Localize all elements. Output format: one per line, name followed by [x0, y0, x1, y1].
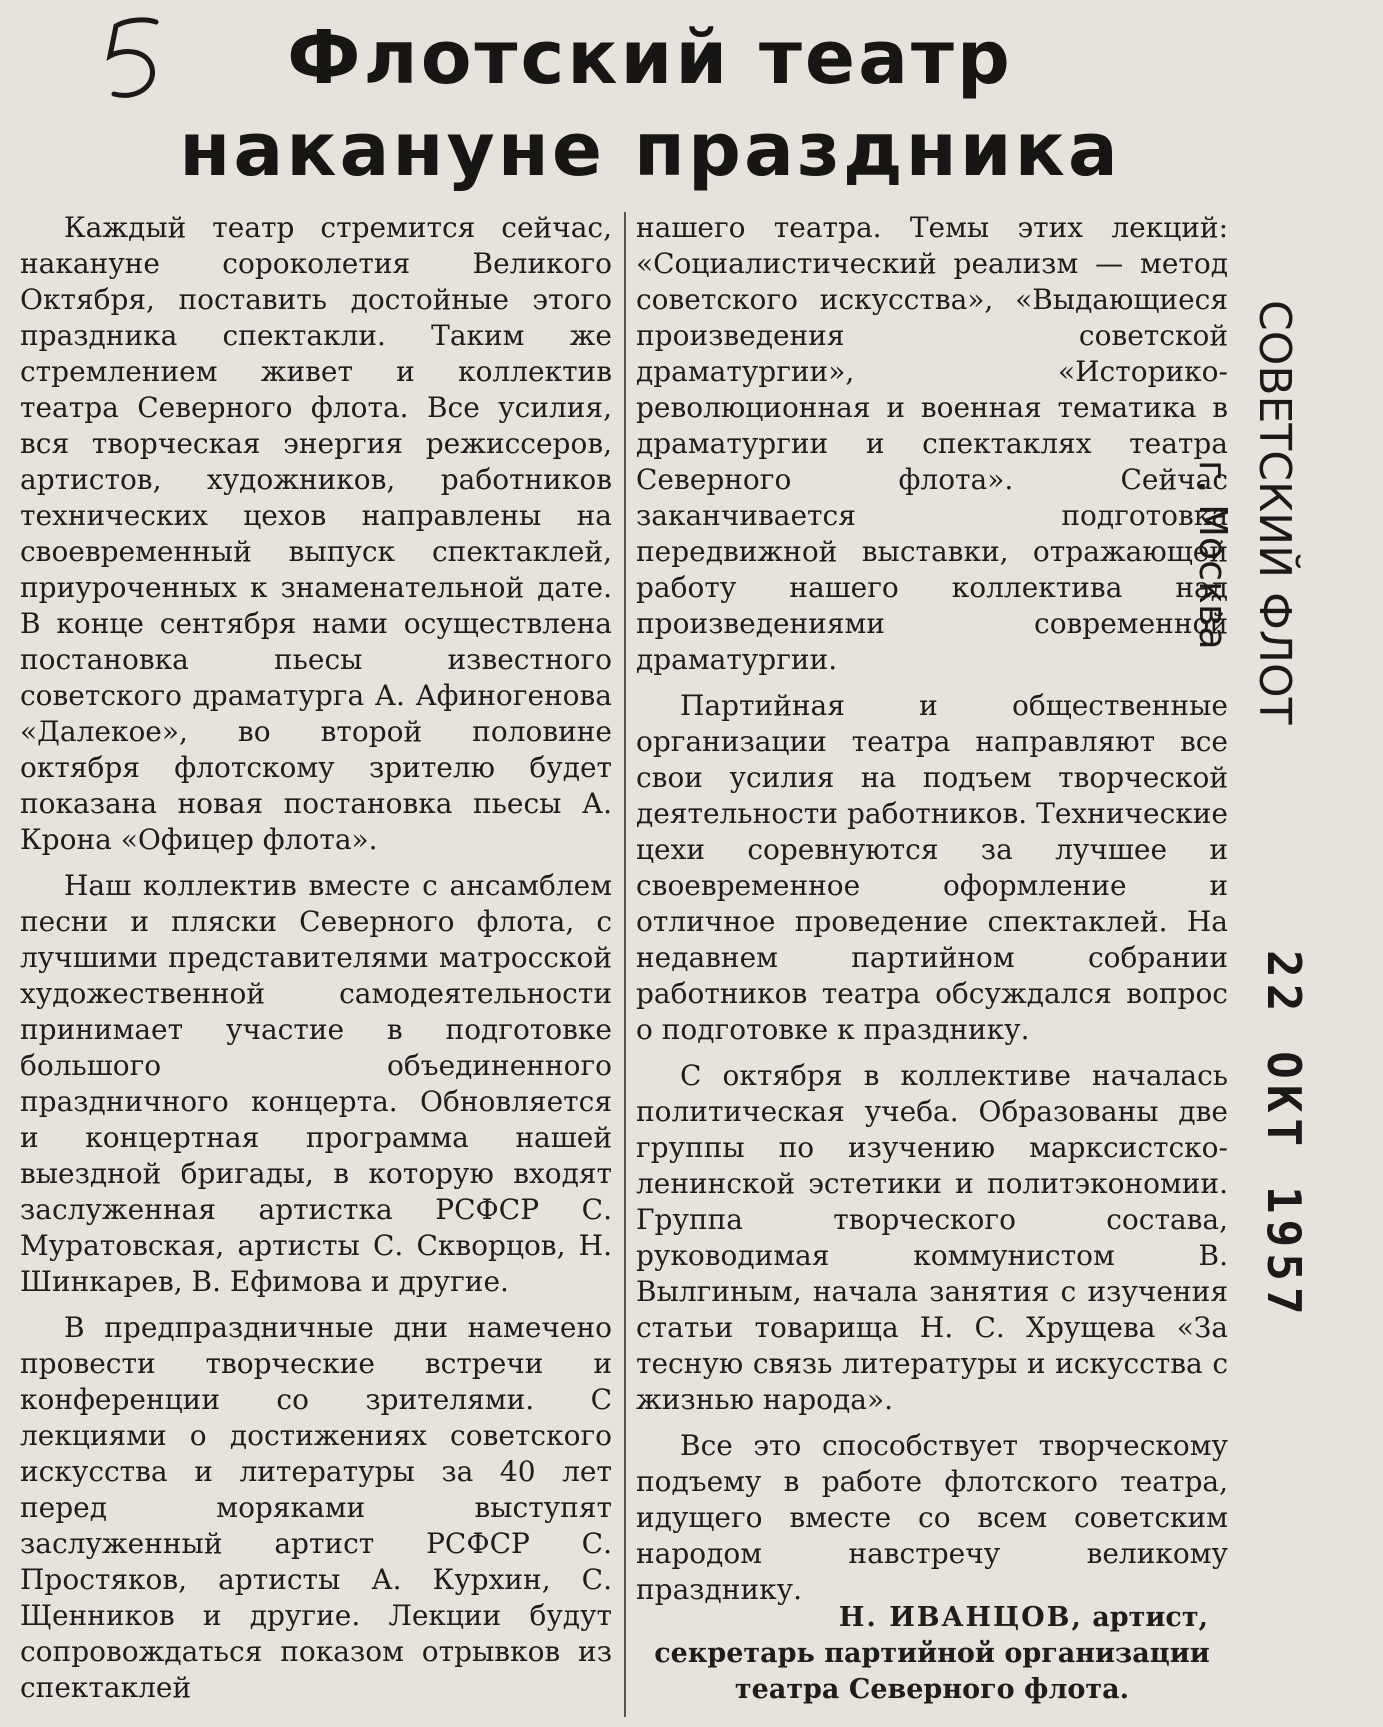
- paragraph: Каждый театр стремится сейчас, накануне сороколетия Великого Октября, поставить достойные этого праздника спектакли. Таким же стремлением живет и коллектив театра Северного флота. Все усилия, вся творческая энергия режиссеров, артистов, художников, работников технических цехов направлены на своевременный выпуск спектаклей, приуроченных к знаменательной дате. В конце сентября нами осуществлена постановка пьесы известного советского драматурга А. Афиногенова «Далекое», во второй половине октября флотскому зрителю будет показана новая постановка пьесы А. Крона «Офицер флота».: [20, 211, 612, 856]
- paragraph: Партийная и общественные организации театра направляют все свои усилия на подъем творческой деятельности работников. Технические цехи соревнуются за лучшее и своевременное оформление и отличное проведение спектаклей. На недавнем партийном собрании работников театра обсуждался вопрос о подготовке к празднику.: [636, 689, 1228, 1046]
- column-divider: [624, 212, 626, 1717]
- article-column-1: [20, 210, 612, 1716]
- author-organization: театра Северного флота.: [734, 1674, 1130, 1705]
- author-position: секретарь партийной организации: [654, 1638, 1210, 1669]
- paragraph: В предпраздничные дни намечено провести творческие встречи и конференции со зрителями. С лекциями о достижениях советского искусства и литературы за 40 лет перед моряками выступят заслуженный артист РСФСР С. Простяков, артисты А. Курхин, С. Щенников и другие. Лекции будут сопровождаться показом отрывков из спектаклей: [20, 1311, 612, 1704]
- paragraph: С октября в коллективе началась политическая учеба. Образованы две группы по изучению марксистско-ленинской эстетики и политэкономии. Группа творческого состава, руководимая коммунистом В. Вылгиным, начала занятия с изучения статьи товарища Н. С. Хрущева «За тесную связь литературы и искусства с жизнью народа».: [636, 1059, 1228, 1416]
- author-name: Н. ИВАНЦОВ,: [838, 1602, 1083, 1633]
- headline-line-1: Флотский театр: [287, 15, 1013, 101]
- author-title: артист,: [1092, 1602, 1208, 1633]
- headline-line-2: накануне праздника: [179, 107, 1121, 193]
- article-headline: [150, 12, 1150, 196]
- paragraph: нашего театра. Темы этих лекций: «Социалистический реализм — метод советского искусства», «Выдающиеся произведения советской драматургии», «Историко-революционная и военная тематика в драматургии и спектаклях театра Северного флота». Сейчас заканчивается подготовка передвижной выставки, отражающей работу нашего коллектива над произведениями современной драматургии.: [636, 211, 1228, 676]
- article-column-2: [636, 210, 1228, 1618]
- date-stamp: 22 ОКТ 1957: [1257, 950, 1311, 1321]
- newspaper-name-stamp: СОВЕТСКИЙ ФЛОТ: [1249, 300, 1300, 725]
- author-signature: [636, 1600, 1228, 1708]
- paragraph: Наш коллектив вместе с ансамблем песни и пляски Северного флота, с лучшими представителями матросской художественной самодеятельности принимает участие в подготовке большого объединенного праздничного концерта. Обновляется и концертная программа нашей выездной бригады, в которую входят заслуженная артистка РСФСР С. Муратовская, артисты С. Скворцов, Н. Шинкарев, В. Ефимова и другие.: [20, 869, 612, 1298]
- city-stamp: г. Москва: [1191, 460, 1235, 650]
- paragraph: Все это способствует творческому подъему в работе флотского театра, идущего вместе со всем советским народом навстречу великому празднику.: [636, 1429, 1228, 1606]
